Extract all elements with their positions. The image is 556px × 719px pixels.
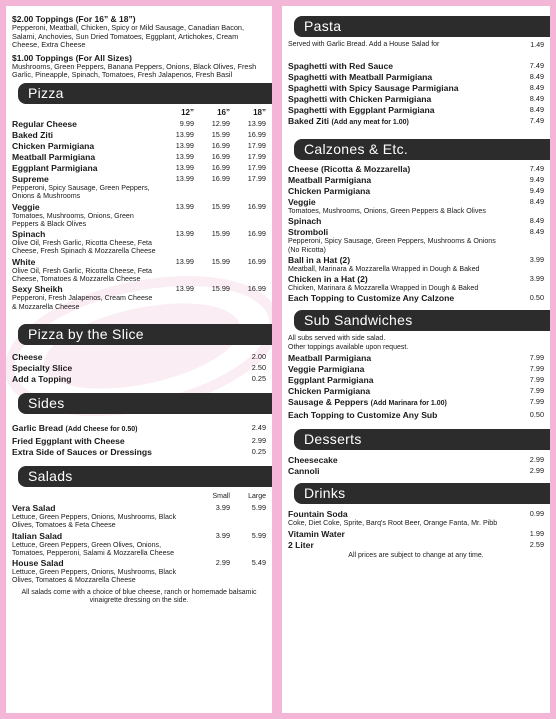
item-name-line (12, 447, 226, 457)
item-name: Baked Ziti (12, 129, 54, 140)
item-name: Chicken Parmigiana (288, 386, 371, 397)
subs-item (288, 375, 544, 385)
item-price: 3.99 (215, 502, 230, 512)
slice-header: Pizza by the Slice (18, 324, 272, 345)
calzones-item (288, 255, 544, 273)
item-name: Fried Eggplant with Cheese (12, 435, 125, 446)
size-label: 12” (181, 107, 194, 117)
item-price: 13.99 (175, 140, 194, 150)
pasta-header: Pasta (294, 16, 550, 37)
subs-item (288, 397, 544, 409)
subs-intro-line: Other toppings available upon request. (288, 343, 409, 351)
drinks-footer: All prices are subject to change at any time. (348, 551, 484, 559)
item-text (288, 164, 504, 174)
calzones-item (288, 164, 544, 174)
item-description: Pepperoni, Spicy Sausage, Green Peppers, Onions & Mushrooms (12, 183, 150, 201)
item-name-line (288, 466, 504, 476)
item-name: Fountain Soda (288, 509, 348, 520)
item-name-line (288, 540, 504, 550)
pasta-item (288, 94, 544, 104)
item-name-line (288, 529, 504, 539)
item-name: Extra Side of Sauces or Dressings (12, 446, 152, 457)
salad-footer: All salads come with a choice of blue cheese, ranch or homemade balsamic vinaigrette dressing on the side. (21, 588, 257, 605)
item-price: 16.99 (247, 229, 266, 239)
item-text (288, 375, 504, 385)
calzones-header: Calzones & Etc. (294, 139, 550, 160)
item-price: 16.99 (211, 162, 230, 172)
item-price: 2.59 (529, 539, 544, 549)
sides-item (12, 447, 266, 457)
item-name-line (12, 363, 226, 373)
item-price: 2.50 (251, 362, 266, 372)
toppings-title: $2.00 Toppings (For 16” & 18”) (12, 14, 136, 24)
item-price: 13.99 (247, 118, 266, 128)
item-price: 17.99 (247, 162, 266, 172)
item-name: Sexy Sheikh (12, 284, 63, 295)
item-text (12, 202, 158, 229)
item-name: Spaghetti with Chicken Parmigiana (288, 94, 432, 104)
pizza-item (12, 141, 266, 151)
item-price: 13.99 (175, 173, 194, 183)
salad-size-header (12, 492, 266, 502)
item-name: Add a Topping (12, 373, 72, 384)
item-text (12, 141, 158, 151)
item-price: 13.99 (175, 229, 194, 239)
item-name: Garlic Bread (12, 422, 64, 433)
item-text (288, 227, 504, 254)
pizza-header: Pizza (18, 83, 272, 104)
item-name: Veggie (12, 201, 40, 212)
toppings-desc: Pepperoni, Meatball, Chicken, Spicy or Mild Sausage, Canadian Bacon, Salami, Anchovies, Sun Dried Tomatoes, Eggplant, Artichokes, Cream Cheese, Extra Cheese (12, 23, 245, 50)
item-price: 8.49 (529, 227, 544, 237)
item-text (12, 436, 226, 446)
size-label: 16” (217, 107, 230, 117)
item-name-line (12, 374, 226, 384)
item-name: Spaghetti with Red Sauce (288, 61, 394, 71)
item-name-line (288, 164, 504, 174)
item-name-line (12, 352, 226, 362)
item-name-line (288, 364, 504, 374)
drinks-item (288, 529, 544, 539)
item-price: 7.49 (529, 116, 544, 125)
item-text (288, 175, 504, 185)
item-price: 7.49 (529, 164, 544, 173)
item-price: 9.99 (179, 118, 194, 128)
item-text (12, 229, 158, 256)
item-name-line (288, 397, 504, 409)
item-name-line (288, 197, 504, 207)
item-name-line (288, 509, 504, 519)
item-text (12, 284, 158, 311)
left-menu-panel (6, 6, 272, 713)
item-price: 9.49 (529, 175, 544, 184)
pizza-size-header (12, 108, 266, 118)
item-name-line (288, 83, 504, 93)
item-price: 13.99 (175, 151, 194, 161)
item-description: Tomatoes, Mushrooms, Onions, Green Peppers & Black Olives (12, 211, 134, 228)
item-price: 0.50 (529, 293, 544, 303)
item-price: 2.49 (251, 422, 266, 432)
item-description: Meatball, Marinara & Mozzarella Wrapped in Dough & Baked (288, 264, 480, 273)
pasta-intro-price: 1.49 (530, 42, 544, 49)
item-price: 15.99 (211, 229, 230, 239)
salads-item (12, 531, 266, 558)
subs-item (288, 353, 544, 363)
item-text (12, 447, 226, 457)
item-text (288, 116, 504, 128)
pizza-item (12, 163, 266, 173)
subs-intro (288, 335, 544, 352)
item-description: Chicken, Marinara & Mozzarella Wrapped in Dough & Baked (288, 284, 479, 293)
item-text (288, 509, 504, 527)
pizza-item (12, 202, 266, 229)
item-price: 7.99 (529, 364, 544, 374)
item-text (288, 83, 504, 93)
item-price: 8.49 (529, 197, 544, 206)
item-name: Specialty Slice (12, 362, 73, 373)
item-price: 5.49 (251, 558, 266, 568)
item-price: 15.99 (211, 129, 230, 139)
item-price: 2.99 (215, 558, 230, 568)
item-text (288, 186, 504, 196)
sides-item (12, 423, 266, 435)
item-price: 0.50 (529, 410, 544, 420)
item-price: 7.99 (529, 397, 544, 407)
item-name-line (288, 216, 504, 226)
item-text (12, 130, 158, 140)
item-text (288, 61, 504, 71)
item-price: 5.99 (251, 502, 266, 512)
item-price: 2.99 (251, 435, 266, 445)
item-name: Cheese (12, 351, 43, 362)
item-text (12, 531, 194, 558)
pizza-item (12, 257, 266, 284)
salads-item (12, 558, 266, 585)
item-price: 8.49 (529, 216, 544, 226)
item-name-line (288, 353, 504, 363)
item-name-line (12, 423, 226, 435)
pasta-item (288, 116, 544, 128)
pasta-intro-text: Served with Garlic Bread. Add a House Salad for (288, 41, 440, 48)
item-name-line (288, 186, 504, 196)
item-price: 8.49 (529, 83, 544, 92)
item-price: 7.99 (529, 375, 544, 385)
size-label: Large (248, 492, 266, 500)
item-text (12, 374, 226, 384)
item-name-line (288, 116, 504, 128)
item-name: Meatball Parmigiana (288, 353, 372, 364)
item-price: 3.99 (529, 274, 544, 284)
pasta-item (288, 72, 544, 82)
calzones-item (288, 216, 544, 226)
item-note: (Add Cheese for 0.50) (65, 425, 138, 433)
pasta-item (288, 61, 544, 71)
item-name: Cheesecake (288, 455, 338, 466)
item-text (12, 423, 226, 435)
item-description: Olive Oil, Fresh Garlic, Ricotta Cheese, Feta Cheese, Fresh Spinach & Mozzarella Cheese (12, 239, 156, 256)
item-name-line (288, 72, 504, 82)
desserts-item (288, 455, 544, 465)
item-name: Vitamin Water (288, 528, 345, 539)
item-price: 15.99 (211, 256, 230, 266)
item-price: 16.99 (211, 140, 230, 150)
slice-item (12, 363, 266, 373)
drinks-item (288, 540, 544, 550)
right-menu-panel (282, 6, 550, 713)
item-name-line (12, 436, 226, 446)
sides-list (12, 423, 266, 457)
subs-item (288, 364, 544, 374)
item-name: Vera Salad (12, 502, 56, 513)
calzones-item (288, 186, 544, 196)
item-description: Lettuce, Green Peppers, Green Olives, Onions, Tomatoes, Pepperoni, Salami & Mozzarella Cheese (12, 540, 175, 557)
toppings-desc: Mushrooms, Green Peppers, Banana Peppers, Onions, Black Olives, Fresh Garlic, Pineapple, Spinach, Tomatoes, Fresh Jalapenos, Fresh Basil (12, 61, 257, 80)
desserts-header: Desserts (294, 429, 550, 450)
item-price: 5.99 (251, 530, 266, 540)
item-price: 3.99 (215, 530, 230, 540)
item-text (12, 174, 158, 201)
sides-item (12, 436, 266, 446)
item-price: 13.99 (175, 129, 194, 139)
item-price: 16.99 (211, 173, 230, 183)
item-description: Lettuce, Green Peppers, Onions, Mushrooms, Black Olives, Tomatoes & Feta Cheese (12, 512, 177, 530)
slice-item (12, 374, 266, 384)
size-label: 18” (253, 107, 266, 117)
item-price: 0.25 (251, 373, 266, 383)
item-price: 13.99 (175, 201, 194, 211)
slice-list (12, 352, 266, 384)
calzone-list (288, 164, 544, 303)
item-name-line (288, 227, 504, 237)
item-note: (Add any meat for 1.00) (331, 119, 409, 126)
item-text (288, 216, 504, 226)
item-name-line (288, 175, 504, 185)
pasta-item (288, 83, 544, 93)
item-price: 15.99 (211, 284, 230, 294)
item-price: 16.99 (211, 151, 230, 161)
pasta-list (288, 61, 544, 128)
item-name: Cheese (Ricotta & Mozzarella) (288, 164, 411, 174)
subs-intro-line: All subs served with side salad. (288, 335, 386, 343)
item-description: Lettuce, Green Peppers, Onions, Mushrooms, Black Olives, Tomatoes & Mozzarella Cheese (12, 568, 177, 585)
calzones-item (288, 274, 544, 292)
drink-list (288, 509, 544, 549)
item-price: 1.99 (529, 528, 544, 538)
dessert-list (288, 455, 544, 476)
pizza-item (12, 152, 266, 162)
item-description: Pepperoni, Fresh Jalapenos, Cream Cheese & Mozzarella Cheese (12, 294, 153, 311)
item-text (288, 364, 504, 374)
salad-list (12, 503, 266, 585)
item-price: 7.99 (529, 386, 544, 396)
item-price: 3.99 (529, 254, 544, 264)
item-text (288, 72, 504, 82)
drinks-item (288, 509, 544, 527)
item-text (12, 152, 158, 162)
toppings-title: $1.00 Toppings (For All Sizes) (12, 52, 132, 63)
item-name-line (288, 105, 504, 115)
item-text (288, 353, 504, 363)
item-price: 16.99 (247, 129, 266, 139)
slice-item (12, 352, 266, 362)
item-name: White (12, 256, 36, 267)
item-name: Spinach (12, 229, 46, 240)
item-text (288, 255, 504, 273)
item-name-line (288, 375, 504, 385)
item-price: 2.99 (529, 466, 544, 476)
subs-header: Sub Sandwiches (294, 310, 550, 331)
item-text (288, 274, 504, 292)
item-text (288, 410, 504, 420)
item-description: Tomatoes, Mushrooms, Onions, Green Peppers & Black Olives (288, 207, 486, 215)
item-price: 15.99 (211, 201, 230, 211)
item-text (12, 363, 226, 373)
calzones-item (288, 293, 544, 303)
item-price: 16.99 (247, 201, 266, 211)
item-name: Eggplant Parmigiana (12, 162, 98, 173)
item-price: 17.99 (247, 140, 266, 150)
item-name: 2 Liter (288, 539, 314, 550)
item-text (288, 386, 504, 396)
item-description: Pepperoni, Spicy Sausage, Green Peppers, Mushrooms & Onions (No Ricotta) (288, 237, 496, 254)
item-text (12, 257, 158, 284)
item-price: 2.99 (529, 455, 544, 465)
item-description: Olive Oil, Fresh Garlic, Ricotta Cheese, Feta Cheese, Tomatoes & Mozzarella Cheese (12, 266, 152, 284)
item-text (288, 455, 504, 465)
item-price: 17.99 (247, 151, 266, 161)
item-name: Spaghetti with Meatball Parmigiana (288, 72, 433, 82)
item-price: 13.99 (175, 284, 194, 294)
item-price: 13.99 (175, 256, 194, 266)
item-name-line (288, 386, 504, 396)
salads-header: Salads (18, 466, 272, 487)
item-price: 0.25 (251, 446, 266, 456)
pizza-item (12, 284, 266, 311)
subs-item (288, 386, 544, 396)
item-name: Ball in a Hat (2) (288, 254, 351, 265)
item-name: Italian Salad (12, 530, 63, 541)
pizza-item (12, 174, 266, 201)
item-price: 17.99 (247, 173, 266, 183)
item-name-line (288, 255, 504, 265)
item-note: (Add Marinara for 1.00) (370, 400, 447, 408)
item-name: Cannoli (288, 466, 320, 477)
calzones-item (288, 175, 544, 185)
item-name: Each Topping to Customize Any Calzone (288, 293, 455, 304)
item-name: Meatball Parmigiana (288, 175, 372, 185)
item-text (288, 94, 504, 104)
item-text (12, 119, 158, 129)
item-text (288, 397, 504, 409)
drinks-header: Drinks (294, 483, 550, 504)
salads-item (12, 503, 266, 530)
item-name-line (288, 274, 504, 284)
pasta-intro (288, 41, 544, 51)
size-label: Small (212, 492, 230, 500)
item-name: Regular Cheese (12, 118, 77, 129)
item-price: 9.49 (529, 186, 544, 195)
pizza-item (12, 119, 266, 129)
item-name: Spinach (288, 216, 322, 227)
item-name: Sausage & Peppers (288, 397, 369, 408)
item-text (288, 197, 504, 215)
item-price: 8.49 (529, 105, 544, 114)
item-price: 16.99 (247, 256, 266, 266)
item-name: Spaghetti with Eggplant Parmigiana (288, 105, 435, 115)
item-name: Chicken Parmigiana (288, 186, 371, 196)
item-name: Stromboli (288, 227, 329, 238)
desserts-item (288, 466, 544, 476)
item-price: 16.99 (247, 284, 266, 294)
item-name: House Salad (12, 558, 64, 569)
calzones-item (288, 227, 544, 254)
pizza-list (12, 119, 266, 311)
item-description: Coke, Diet Coke, Sprite, Barq's Root Beer, Orange Fanta, Mr. Pibb (288, 519, 498, 528)
item-price: 0.99 (529, 509, 544, 519)
item-text (12, 558, 194, 585)
item-name-line (288, 293, 504, 303)
pasta-item (288, 105, 544, 115)
item-name: Veggie Parmigiana (288, 364, 365, 375)
item-name: Meatball Parmigiana (12, 151, 96, 162)
item-text (288, 466, 504, 476)
item-price: 12.99 (211, 118, 230, 128)
item-name: Chicken in a Hat (2) (288, 274, 368, 285)
item-name: Supreme (12, 173, 49, 184)
item-name-line (288, 410, 504, 420)
subs-item (288, 410, 544, 420)
item-text (12, 503, 194, 530)
sides-header: Sides (18, 393, 272, 414)
item-name-line (288, 94, 504, 104)
subs-list (288, 353, 544, 420)
item-price: 13.99 (175, 162, 194, 172)
item-price: 8.49 (529, 72, 544, 81)
item-name: Baked Ziti (288, 116, 330, 126)
item-name: Spaghetti with Spicy Sausage Parmigiana (288, 83, 459, 93)
item-price: 8.49 (529, 94, 544, 103)
calzones-item (288, 197, 544, 215)
pizza-item (12, 229, 266, 256)
item-text (288, 540, 504, 550)
toppings-group-2 (12, 53, 266, 80)
item-text (288, 293, 504, 303)
item-price: 7.99 (529, 353, 544, 363)
item-name: Chicken Parmigiana (12, 140, 95, 151)
pizza-item (12, 130, 266, 140)
item-text (288, 105, 504, 115)
item-name: Each Topping to Customize Any Sub (288, 410, 438, 421)
item-price: 2.00 (251, 351, 266, 361)
item-name: Veggie (288, 197, 316, 207)
item-text (12, 163, 158, 173)
toppings-group-1 (12, 14, 266, 50)
item-name: Eggplant Parmigiana (288, 375, 374, 386)
item-name-line (288, 455, 504, 465)
item-name-line (288, 61, 504, 71)
item-price: 7.49 (529, 61, 544, 70)
item-text (288, 529, 504, 539)
item-text (12, 352, 226, 362)
